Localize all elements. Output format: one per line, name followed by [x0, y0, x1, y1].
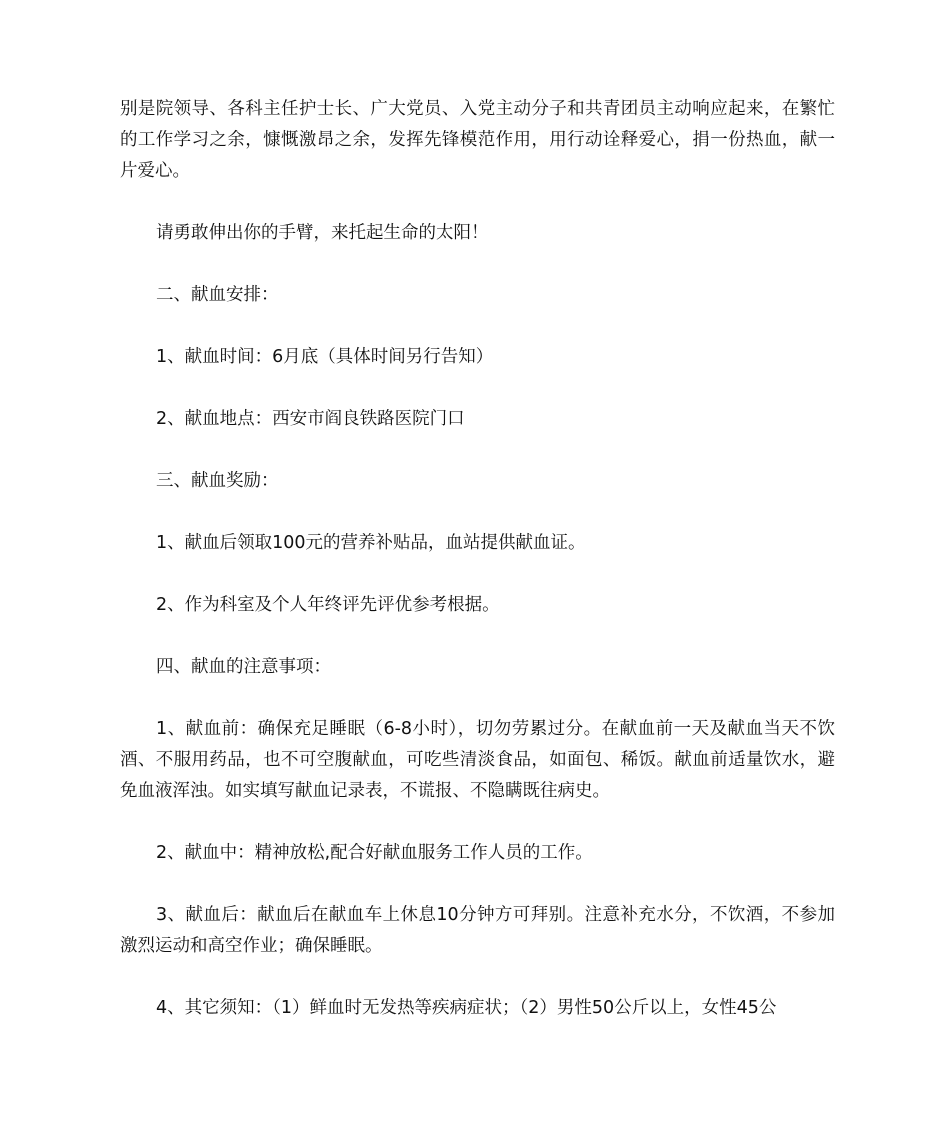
section-heading-notes: 四、献血的注意事项： [156, 657, 331, 677]
paragraph-call-to-action: 请勇敢伸出你的手臂，来托起生命的太阳！ [156, 223, 489, 243]
paragraph-gap [120, 807, 835, 838]
paragraph-gap [120, 497, 835, 528]
note-after-donation: 3、献血后：献血后在献血车上休息10分钟方可拜别。注意补充水分，不饮酒，不参加激烈运动和高空作业；确保睡眠。 [120, 905, 835, 956]
paragraph-continuation: 别是院领导、各科主任护士长、广大党员、入党主动分子和共青团员主动响应起来，在繁忙的工作学习之余，慷慨激昂之余，发挥先锋模范作用，用行动诠释爱心，捐一份热血，献一片爱心。 [120, 99, 835, 181]
reward-item-1: 1、献血后领取100元的营养补贴品，血站提供献血证。 [156, 533, 586, 553]
paragraph-gap [120, 311, 835, 342]
note-other-requirements: 4、其它须知：（1）鲜血时无发热等疾病症状；（2）男性50公斤以上，女性45公 [156, 998, 777, 1018]
paragraph-gap [120, 435, 835, 466]
paragraph-gap [120, 683, 835, 714]
paragraph-gap [120, 869, 835, 900]
note-during-donation: 2、献血中：精神放松,配合好献血服务工作人员的工作。 [156, 843, 593, 863]
paragraph-gap [120, 187, 835, 218]
reward-item-2: 2、作为科室及个人年终评先评优参考根据。 [156, 595, 500, 615]
section-heading-arrangement: 二、献血安排： [156, 285, 279, 305]
paragraph-gap [120, 559, 835, 590]
document-page [120, 94, 835, 1024]
paragraph-gap [120, 962, 835, 993]
section-heading-rewards: 三、献血奖励： [156, 471, 279, 491]
arrangement-location: 2、献血地点：西安市阎良铁路医院门口 [156, 409, 465, 429]
note-before-donation: 1、献血前：确保充足睡眠（6-8小时），切勿劳累过分。在献血前一天及献血当天不饮酒、不服用药品，也不可空腹献血，可吃些清淡食品，如面包、稀饭。献血前适量饮水，避免血液浑浊。如实填写献血记录表，不谎报、不隐瞒既往病史。 [120, 719, 835, 801]
arrangement-time: 1、献血时间：6月底（具体时间另行告知） [156, 347, 494, 367]
paragraph-gap [120, 373, 835, 404]
paragraph-gap [120, 621, 835, 652]
paragraph-gap [120, 249, 835, 280]
